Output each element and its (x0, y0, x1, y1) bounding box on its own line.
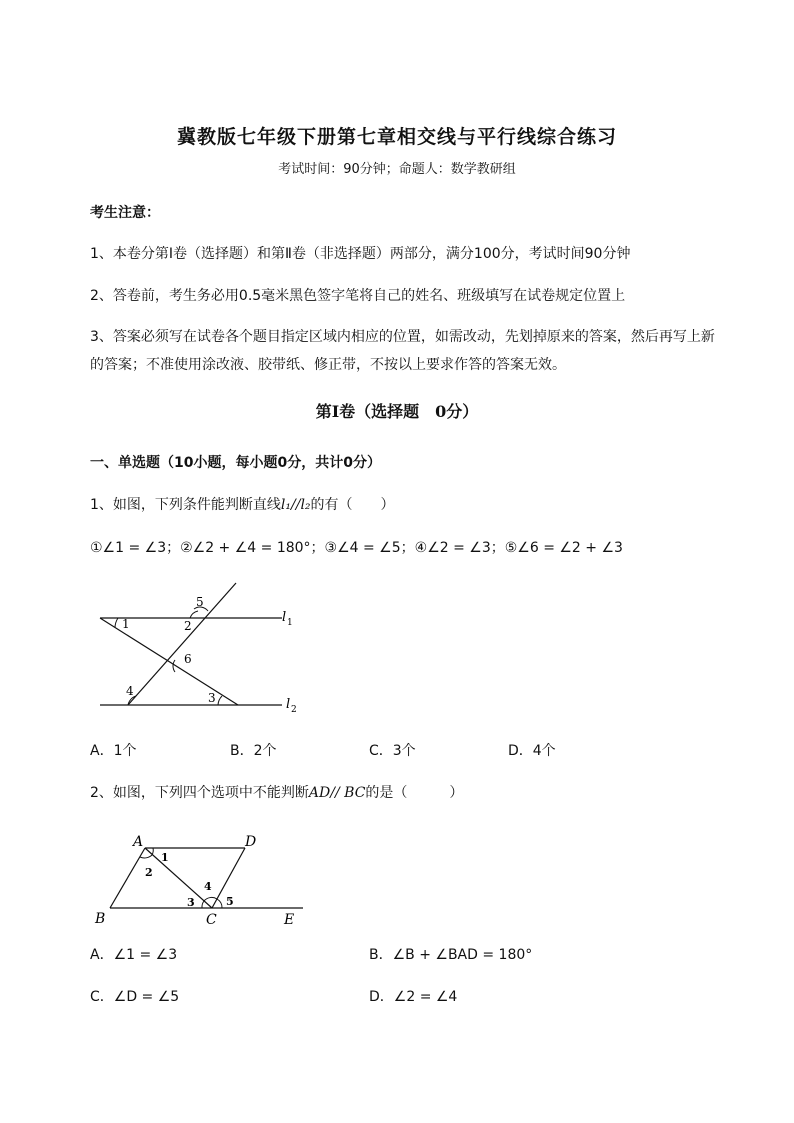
point-label-d: D (245, 834, 257, 850)
angle-5-arc (217, 899, 222, 908)
q1-option-b[interactable]: B．2个 (230, 743, 277, 759)
point-label-a: A (133, 834, 144, 850)
angle-4-arc (204, 897, 217, 901)
q2-option-c[interactable]: C．∠D = ∠5 (90, 989, 180, 1005)
notice-heading: 考生注意： (90, 205, 160, 221)
section-title: 第I卷（选择题 0分） (315, 402, 479, 421)
q2-stem-prefix: 2、如图，下列四个选项中不能判断 (90, 785, 309, 801)
part-heading: 一、单选题（10小题，每小题0分，共计0分） (90, 455, 381, 471)
angle-label: 1 (122, 617, 130, 631)
angle-label: 4 (204, 880, 212, 893)
line-label-l1-sub: 1 (287, 618, 293, 628)
notice-item: 1、本卷分第I卷（选择题）和第Ⅱ卷（非选择题）两部分，满分100分，考试时间90分钟 (90, 246, 631, 262)
exam-info: 考试时间：90分钟；命题人：数学教研组 (278, 162, 516, 177)
angle-label: 2 (184, 619, 192, 633)
point-label-b: B (95, 911, 106, 926)
q2-option-d[interactable]: D．∠2 = ∠4 (369, 989, 458, 1005)
question-2-stem (90, 782, 463, 802)
q2-option-b[interactable]: B．∠B + ∠BAD = 180° (369, 947, 533, 963)
angle-3-arc (202, 901, 204, 908)
segment-ac (145, 848, 212, 908)
angle-label: 3 (208, 691, 216, 705)
transversal-a (100, 618, 238, 705)
question-2-figure (90, 828, 320, 926)
q1-stem-suffix: 的有（ ） (310, 497, 395, 513)
line-label-l1: l (282, 610, 287, 625)
q2-option-a[interactable]: A．∠1 = ∠3 (90, 947, 178, 963)
q1-option-d[interactable]: D．4个 (508, 743, 556, 759)
question-1-stem (90, 494, 395, 514)
angle-2-arc (190, 611, 198, 618)
angle-1-arc (152, 848, 153, 855)
angle-6-arc (173, 660, 175, 672)
transversal-b (128, 583, 236, 705)
line-label-l2: l (286, 697, 291, 712)
point-label-c: C (206, 912, 217, 926)
angle-label: 1 (161, 851, 169, 864)
angle-label: 2 (145, 866, 153, 879)
point-label-e: E (284, 912, 295, 926)
q1-option-a[interactable]: A．1个 (90, 743, 137, 759)
angle-label: 4 (126, 684, 134, 698)
page-title: 冀教版七年级下册第七章相交线与平行线综合练习 (176, 126, 617, 148)
question-1-figure (90, 575, 320, 720)
q1-option-c[interactable]: C．3个 (369, 743, 416, 759)
notice-item-continued: 的答案；不准使用涂改液、胶带纸、修正带，不按以上要求作答的答案无效。 (90, 357, 566, 373)
segment-ab (110, 848, 145, 908)
angle-label: 5 (226, 895, 234, 908)
q1-stem-prefix: 1、如图，下列条件能判断直线 (90, 497, 281, 513)
angle-label: 3 (187, 896, 195, 909)
angle-3-arc (218, 696, 222, 705)
angle-2-arc (140, 855, 152, 858)
q2-stem-math: AD// BC (308, 785, 366, 801)
line-label-l2-sub: 2 (291, 705, 297, 715)
angle-1-arc (115, 618, 118, 628)
q1-stem-math: l₁//l₂ (280, 497, 311, 513)
question-1-conditions: ①∠1 = ∠3；②∠2 + ∠4 = 180°；③∠4 = ∠5；④∠2 = ∠3；⑤∠6 = ∠2 + ∠3 (90, 540, 623, 556)
angle-label: 5 (196, 595, 204, 609)
notice-item: 3、答案必须写在试卷各个题目指定区域内相应的位置，如需改动，先划掉原来的答案，然后再写上新 (90, 329, 715, 345)
q2-stem-suffix: 的是（ ） (365, 785, 464, 801)
notice-item: 2、答卷前，考生务必用0.5毫米黑色签字笔将自己的姓名、班级填写在试卷规定位置上 (90, 288, 626, 304)
angle-label: 6 (184, 652, 192, 666)
